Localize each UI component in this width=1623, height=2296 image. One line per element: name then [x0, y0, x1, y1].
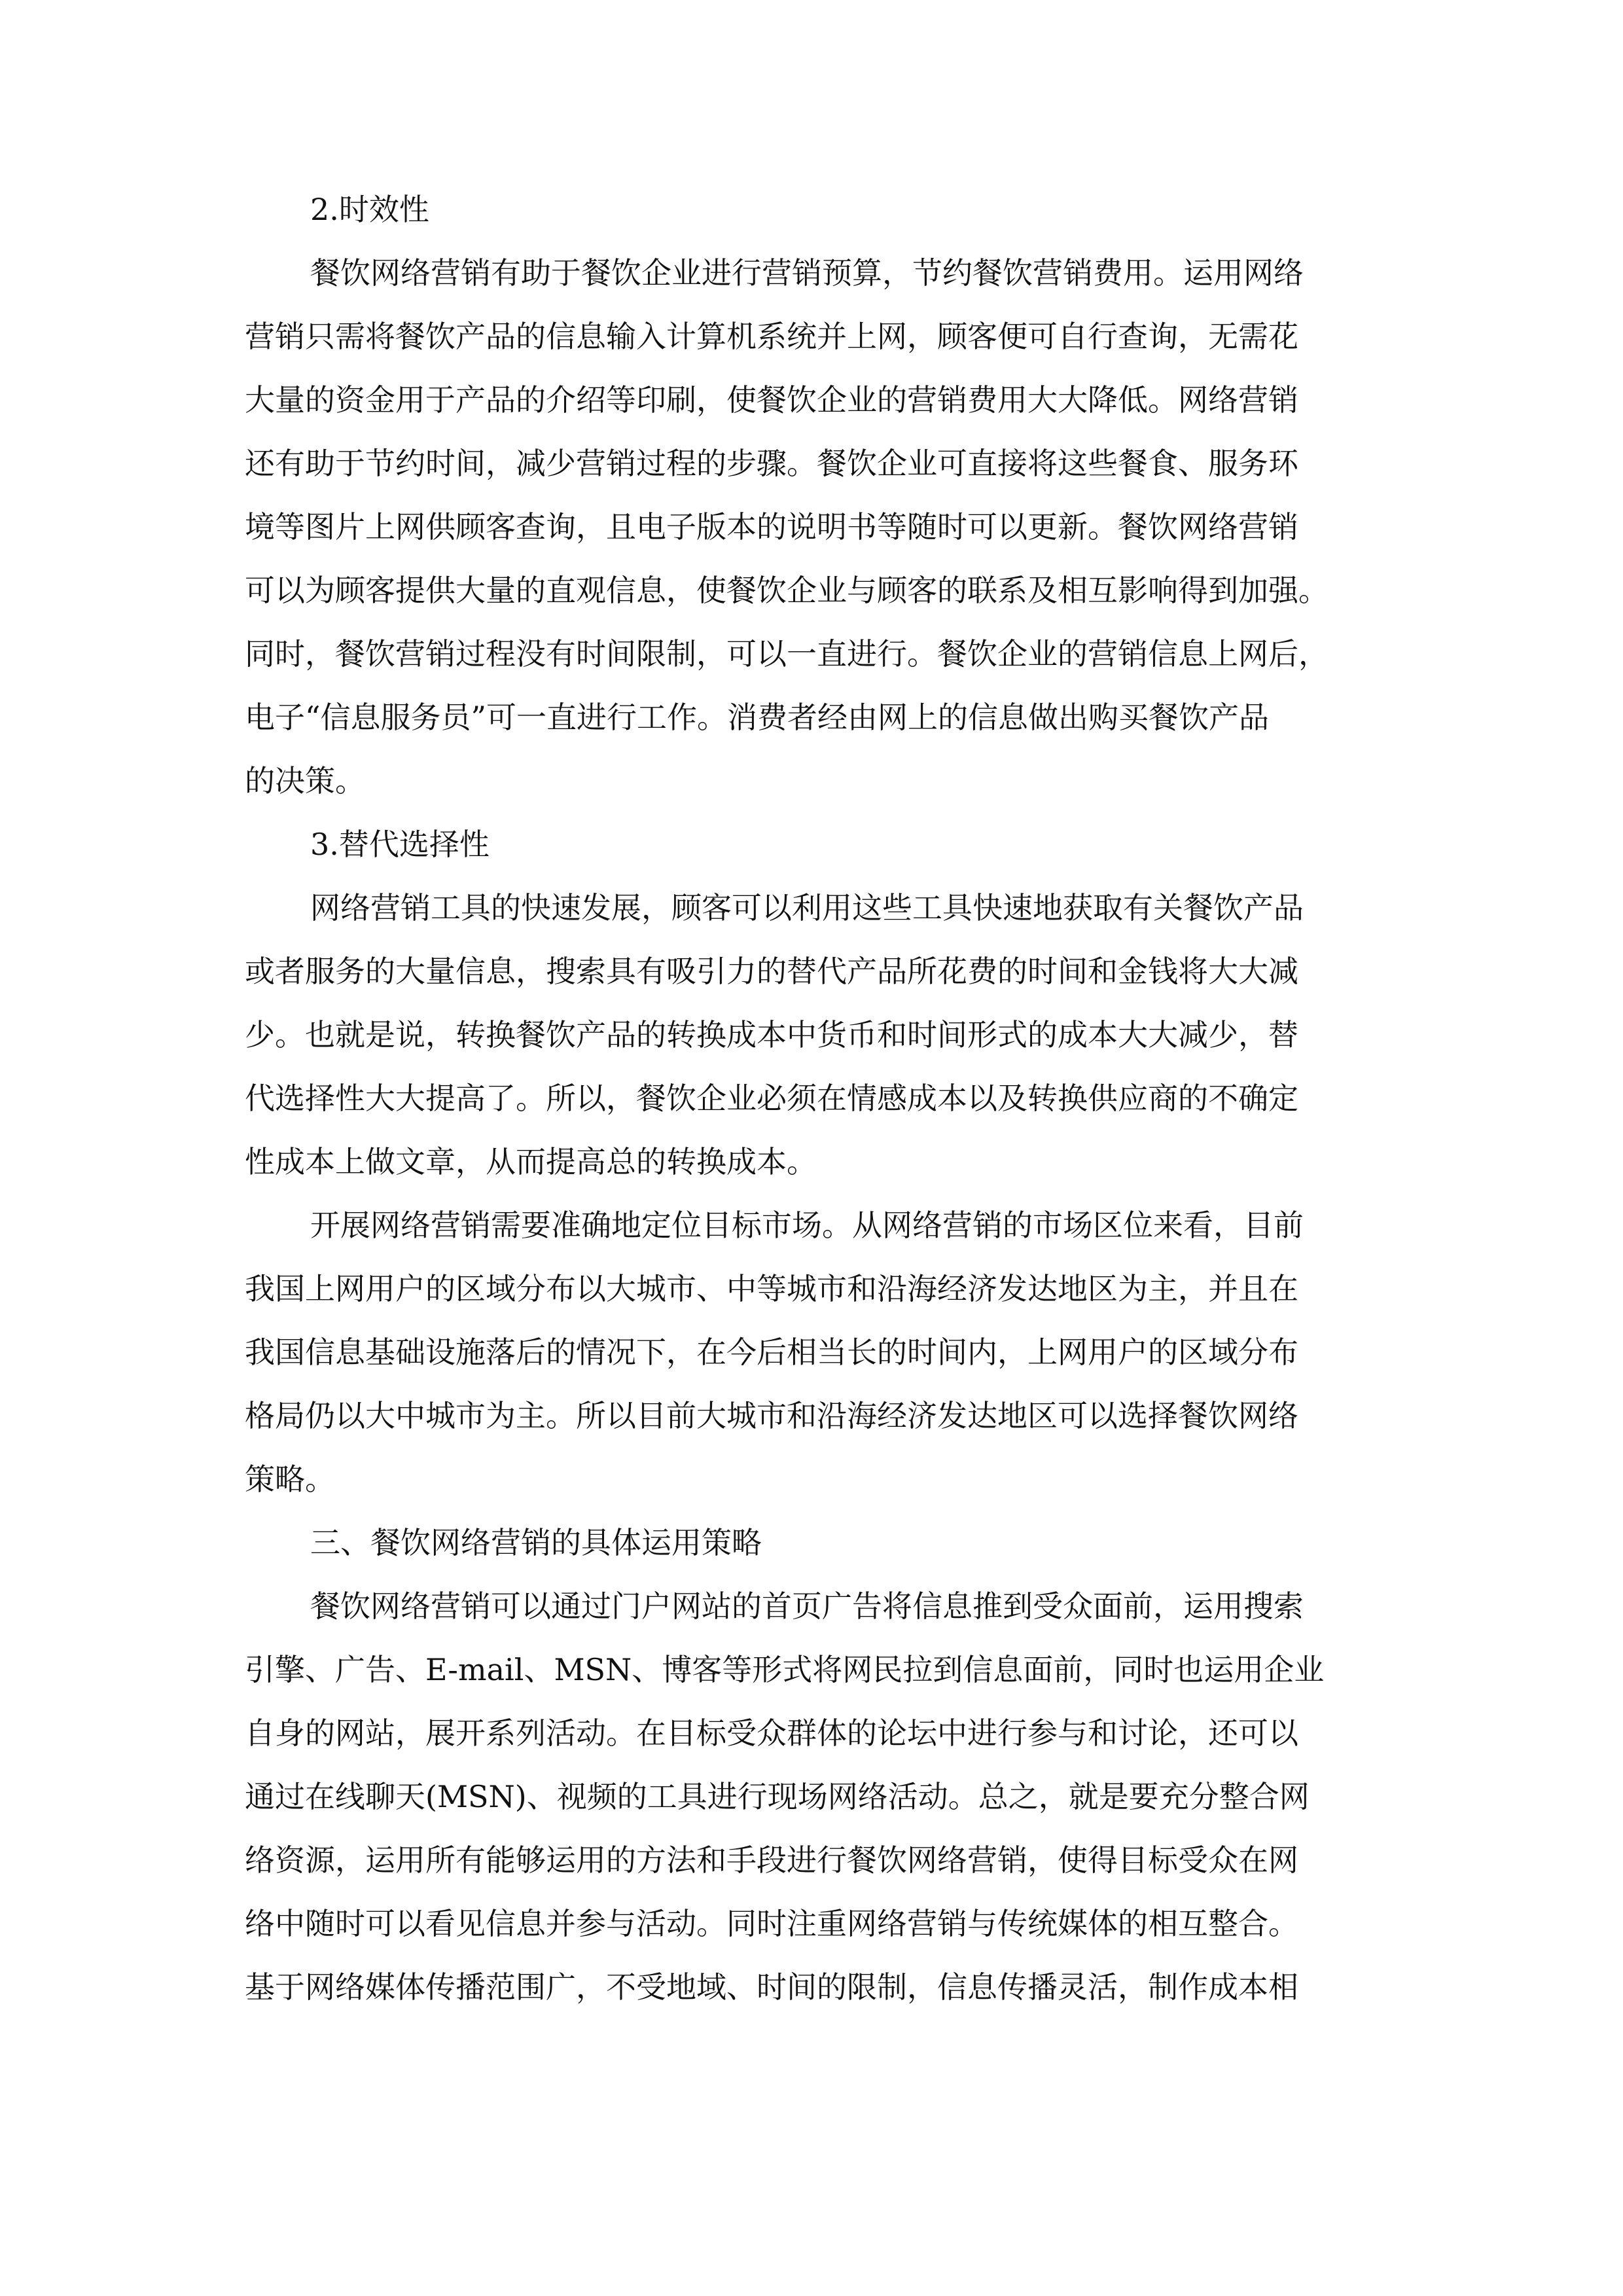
paragraph-line: 电子“信息服务员”可一直进行工作。消费者经由网上的信息做出购买餐饮产品	[245, 700, 1270, 735]
paragraph-line: 可以为顾客提供大量的直观信息，使餐饮企业与顾客的联系及相互影响得到加强。	[245, 573, 1329, 608]
subheading-timeliness: 2.时效性	[310, 192, 429, 227]
paragraph-line: 络资源，运用所有能够运用的方法和手段进行餐饮网络营销，使得目标受众在网	[245, 1842, 1298, 1878]
paragraph-line: 的决策。	[245, 763, 365, 798]
paragraph-line: 餐饮网络营销有助于餐饮企业进行营销预算，节约餐饮营销费用。运用网络	[310, 255, 1304, 291]
paragraph-line: 格局仍以大中城市为主。所以目前大城市和沿海经济发达地区可以选择餐饮网络	[245, 1398, 1298, 1433]
paragraph-line: 还有助于节约时间，减少营销过程的步骤。餐饮企业可直接将这些餐食、服务环	[245, 446, 1298, 481]
paragraph-line: 境等图片上网供顾客查询，且电子版本的说明书等随时可以更新。餐饮网络营销	[245, 509, 1298, 545]
paragraph-line: 通过在线聊天(MSN)、视频的工具进行现场网络活动。总之，就是要充分整合网	[245, 1779, 1310, 1814]
subheading-substitution: 3.替代选择性	[310, 827, 490, 862]
paragraph-line: 营销只需将餐饮产品的信息输入计算机系统并上网，顾客便可自行查询，无需花	[245, 319, 1298, 354]
paragraph-line: 网络营销工具的快速发展，顾客可以利用这些工具快速地获取有关餐饮产品	[310, 890, 1304, 925]
paragraph-line: 少。也就是说，转换餐饮产品的转换成本中货币和时间形式的成本大大减少，替	[245, 1017, 1298, 1052]
paragraph-line: 性成本上做文章，从而提高总的转换成本。	[245, 1144, 817, 1179]
paragraph-line: 代选择性大大提高了。所以，餐饮企业必须在情感成本以及转换供应商的不确定	[245, 1081, 1298, 1116]
paragraph-line: 基于网络媒体传播范围广，不受地域、时间的限制，信息传播灵活，制作成本相	[245, 1969, 1298, 2005]
paragraph-line: 开展网络营销需要准确地定位目标市场。从网络营销的市场区位来看，目前	[310, 1208, 1304, 1243]
paragraph-line: 引擎、广告、E-mail、MSN、博客等形式将网民拉到信息面前，同时也运用企业	[245, 1652, 1325, 1687]
paragraph-line: 同时，餐饮营销过程没有时间限制，可以一直进行。餐饮企业的营销信息上网后，	[245, 636, 1329, 672]
paragraph-line: 我国信息基础设施落后的情况下，在今后相当长的时间内，上网用户的区域分布	[245, 1335, 1298, 1370]
paragraph-line: 策略。	[245, 1462, 335, 1497]
paragraph-line: 络中随时可以看见信息并参与活动。同时注重网络营销与传统媒体的相互整合。	[245, 1906, 1298, 1941]
paragraph-line: 或者服务的大量信息，搜索具有吸引力的替代产品所花费的时间和金钱将大大减	[245, 954, 1298, 989]
paragraph-line: 餐饮网络营销可以通过门户网站的首页广告将信息推到受众面前，运用搜索	[310, 1588, 1304, 1624]
paragraph-line: 大量的资金用于产品的介绍等印刷，使餐饮企业的营销费用大大降低。网络营销	[245, 382, 1298, 418]
paragraph-line: 我国上网用户的区域分布以大城市、中等城市和沿海经济发达地区为主，并且在	[245, 1271, 1298, 1306]
paragraph-line: 自身的网站，展开系列活动。在目标受众群体的论坛中进行参与和讨论，还可以	[245, 1715, 1298, 1751]
section-heading: 三、餐饮网络营销的具体运用策略	[310, 1525, 762, 1560]
